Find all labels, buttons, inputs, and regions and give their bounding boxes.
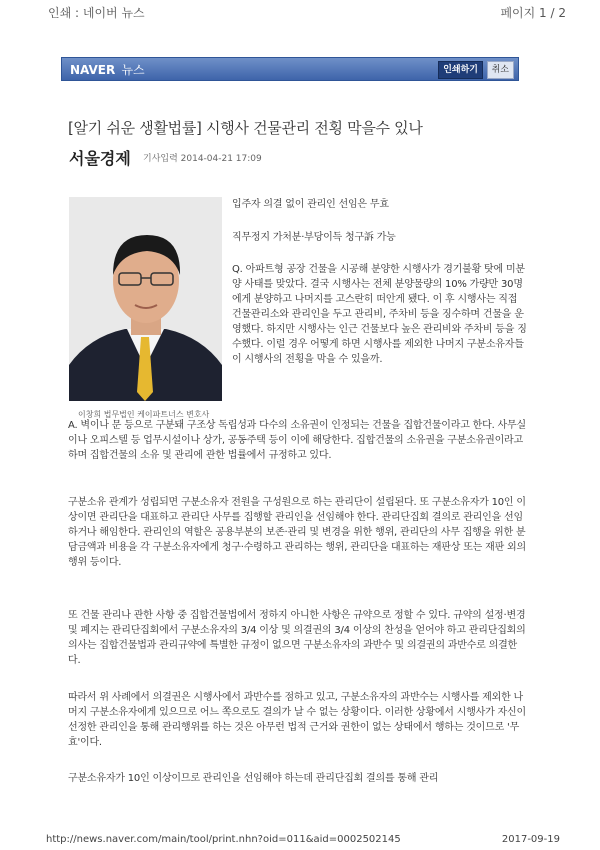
footer-date: 2017-09-19: [501, 834, 560, 845]
brand-name: NAVER: [70, 63, 116, 77]
article-source: 서울경제: [69, 149, 131, 168]
subhead-1: 입주자 의결 없이 관리인 선임은 무효: [232, 199, 389, 210]
page-indicator: 페이지 1 / 2: [500, 6, 566, 20]
author-photo: [69, 197, 222, 401]
article-headline: [알기 쉬운 생활법률] 시행사 건물관리 전횡 막을수 있나: [68, 119, 423, 137]
paragraph-2: 구분소유 관계가 성립되면 구분소유자 전원을 구성원으로 하는 관리단이 설립된다. 또 구분소유자가 10인 이상이면 관리단을 대표하고 관리단 사무를 집행할 관리인을 선임해야 한다. 관리단집회 결의로 관리인을 선임하거나 해임한다. 관리인의 역할은 공용부분의 보존·관리 및 변경을 위한 행위, 관리단의 사무 집행을 위한 분담금액과 비용을 각 구분소유자에게 청구·수령하고 관리하는 행위, 관리단을 대표하는 재판상 또는 재판 외의 행위 등이다.: [68, 497, 526, 568]
window-title: 인쇄 : 네이버 뉴스: [48, 6, 145, 20]
naver-news-logo: [70, 61, 145, 78]
naver-news-toolbar: [61, 57, 519, 81]
print-button[interactable]: 인쇄하기: [438, 61, 483, 79]
photo-caption: 이창희 법무법인 케이파트너스 변호사: [78, 410, 210, 419]
paragraph-4: 따라서 위 사례에서 의결권은 시행사에서 과반수를 점하고 있고, 구분소유자의 과반수는 시행사를 제외한 나머지 구분소유자에게 있으므로 어느 쪽으로도 결의가 날 수 없는 상황이다. 이러한 상황에서 시행사가 자신이 선정한 관리인을 통해 관리행위를 하는 것은 아무런 법적 근거와 권한이 없는 상태에서 행하는 것이므로 '무효'이다.: [68, 692, 526, 748]
brand-sub: 뉴스: [121, 63, 145, 77]
paragraph-3: 또 건물 관리나 관한 사항 중 집합건물법에서 정하지 아니한 사항은 규약으로 정할 수 있다. 규약의 설정·변경 및 폐지는 관리단집회에서 구분소유자의 3/4 이상 및 의결권의 3/4 이상의 찬성을 얻어야 하고 관리단집회의 의사는 집합건물법과 관리규약에 특별한 규정이 없으면 구분소유자의 과반수 및 의결권의 과반수로 의결한다.: [68, 610, 526, 666]
question-paragraph: Q. 아파트형 공장 건물을 시공해 분양한 시행사가 경기불황 탓에 미분양 사태를 맞았다. 결국 시행사는 전체 분양물량의 10% 가량만 30명에게 분양하고 나머지를 고스란히 떠안게 됐다. 이 후 시행사는 직접 건물관리소와 관리인을 두고 관리비, 주차비 등을 징수하며 건물을 운영했다. 하지만 시행사는 인근 건물보다 높은 관리비와 주차비 등을 징수했다. 이럴 경우 어떻게 하면 시행사를 제외한 나머지 구분소유자들이 시행사의 전횡을 막을 수 있을까.: [232, 264, 527, 365]
answer-paragraph: A. 벽이나 문 등으로 구분돼 구조상 독립성과 다수의 소유권이 인정되는 건물을 집합건물이라고 한다. 사무실이나 오피스텔 등 업무시설이나 상가, 공동주택 등이 이에 해당한다. 집합건물의 소유권을 구분소유권이라고 하며 집합건물의 소유 및 관리에 관한 법률에서 규정하고 있다.: [68, 420, 526, 461]
article-timestamp: 기사입력 2014-04-21 17:09: [143, 154, 262, 164]
cancel-button[interactable]: 취소: [487, 61, 514, 79]
author-portrait-image: [69, 197, 222, 401]
paragraph-5: 구분소유자가 10인 이상이므로 관리인을 선임해야 하는데 관리단집회 결의를 통해 관리: [68, 773, 439, 784]
subhead-2: 직무정지 가처분·부당이득 청구訴 가능: [232, 232, 396, 243]
footer-url: http://news.naver.com/main/tool/print.nhn?oid=011&aid=0002502145: [46, 834, 401, 845]
